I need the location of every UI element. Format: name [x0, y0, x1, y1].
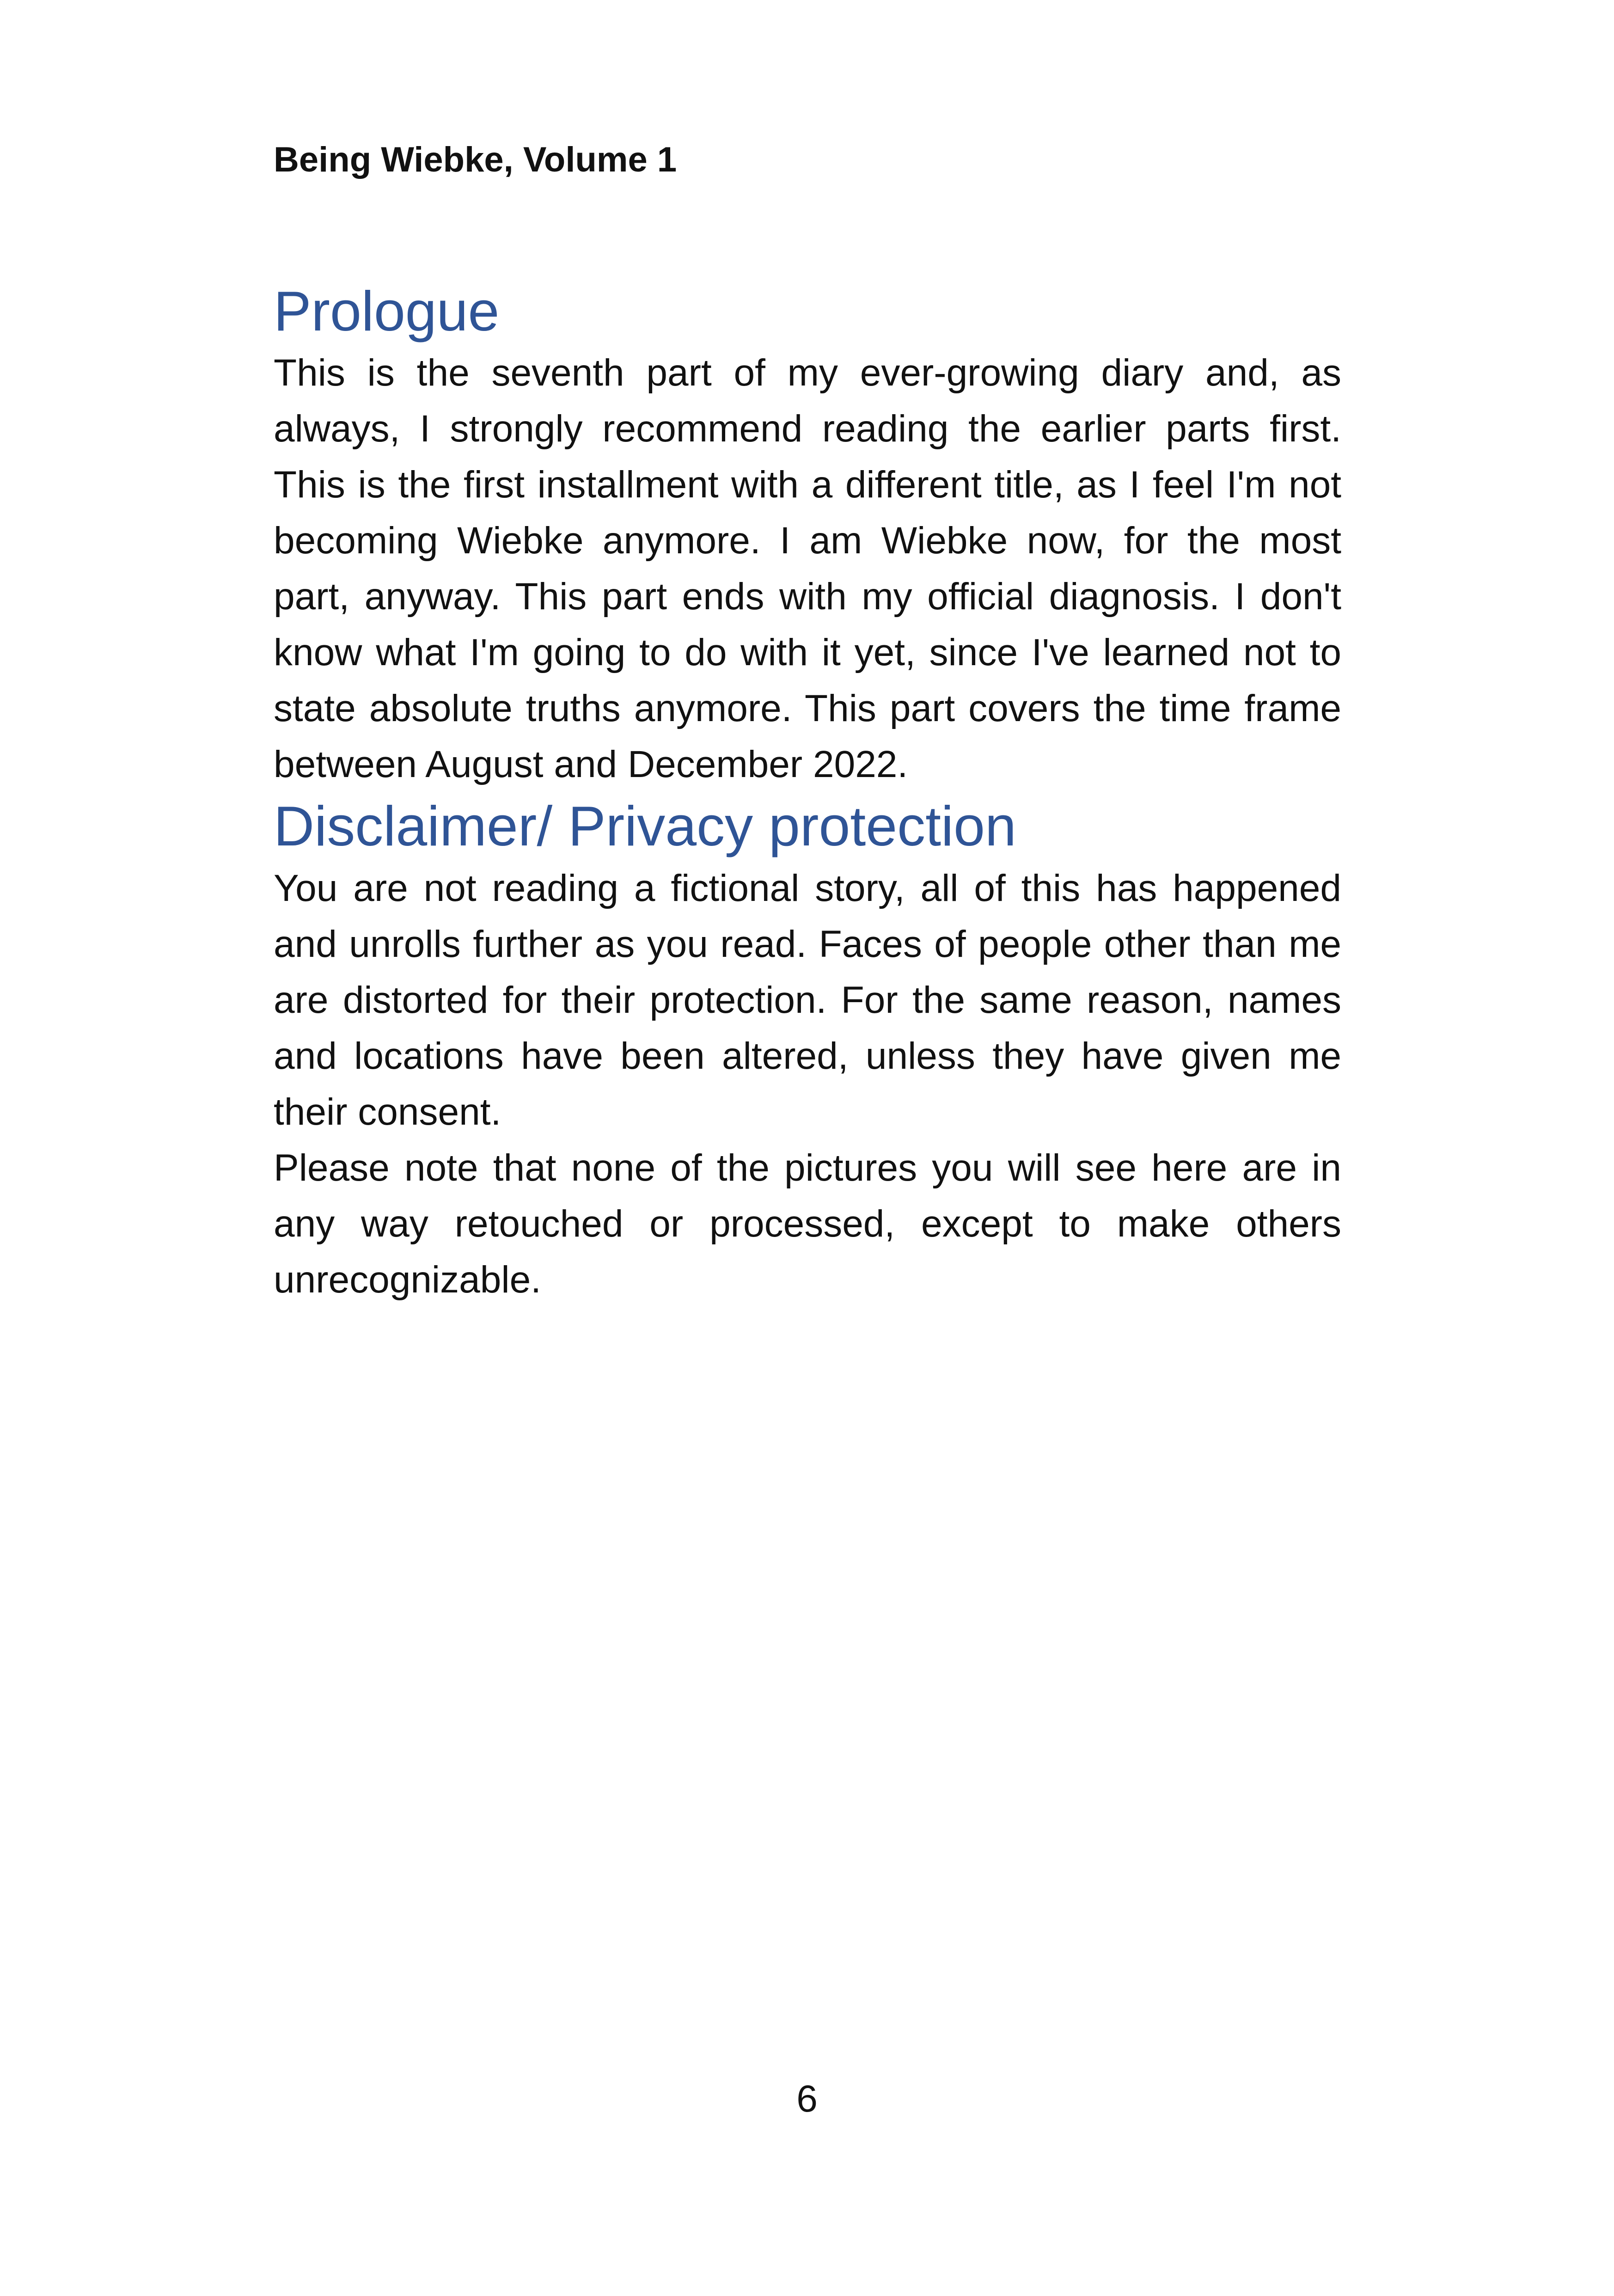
pictures-note-paragraph: Please note that none of the pictures you will see here are in any way retouched or processed, except to make others unrecognizable. [274, 1146, 1341, 1301]
disclaimer-heading: Disclaimer/ Privacy protection [274, 795, 1016, 858]
prologue-paragraph: This is the seventh part of my ever-growing diary and, as always, I strongly recommend reading the earlier parts first. This is the first installment with a different title, as I feel I'm not becoming Wiebke anymore. I am Wiebke now, for the most part, anyway. This part ends with my official diagnosis. I don't know what I'm going to do with it yet, since I've learned not to state absolute truths anymore. This part covers the time frame between August and December 2022. [274, 352, 1341, 786]
prologue-section [274, 277, 1341, 792]
page-content [274, 277, 1341, 1308]
page-number: 6 [796, 2078, 818, 2120]
disclaimer-paragraph: You are not reading a fictional story, all of this has happened and unrolls further as you read. Faces of people other than me are distorted for their protection. For the same reason, names and locations have been altered, unless they have given me their consent. [274, 867, 1341, 1133]
running-header: Being Wiebke, Volume 1 [274, 140, 677, 179]
disclaimer-section [274, 792, 1341, 1307]
prologue-heading: Prologue [274, 280, 500, 343]
